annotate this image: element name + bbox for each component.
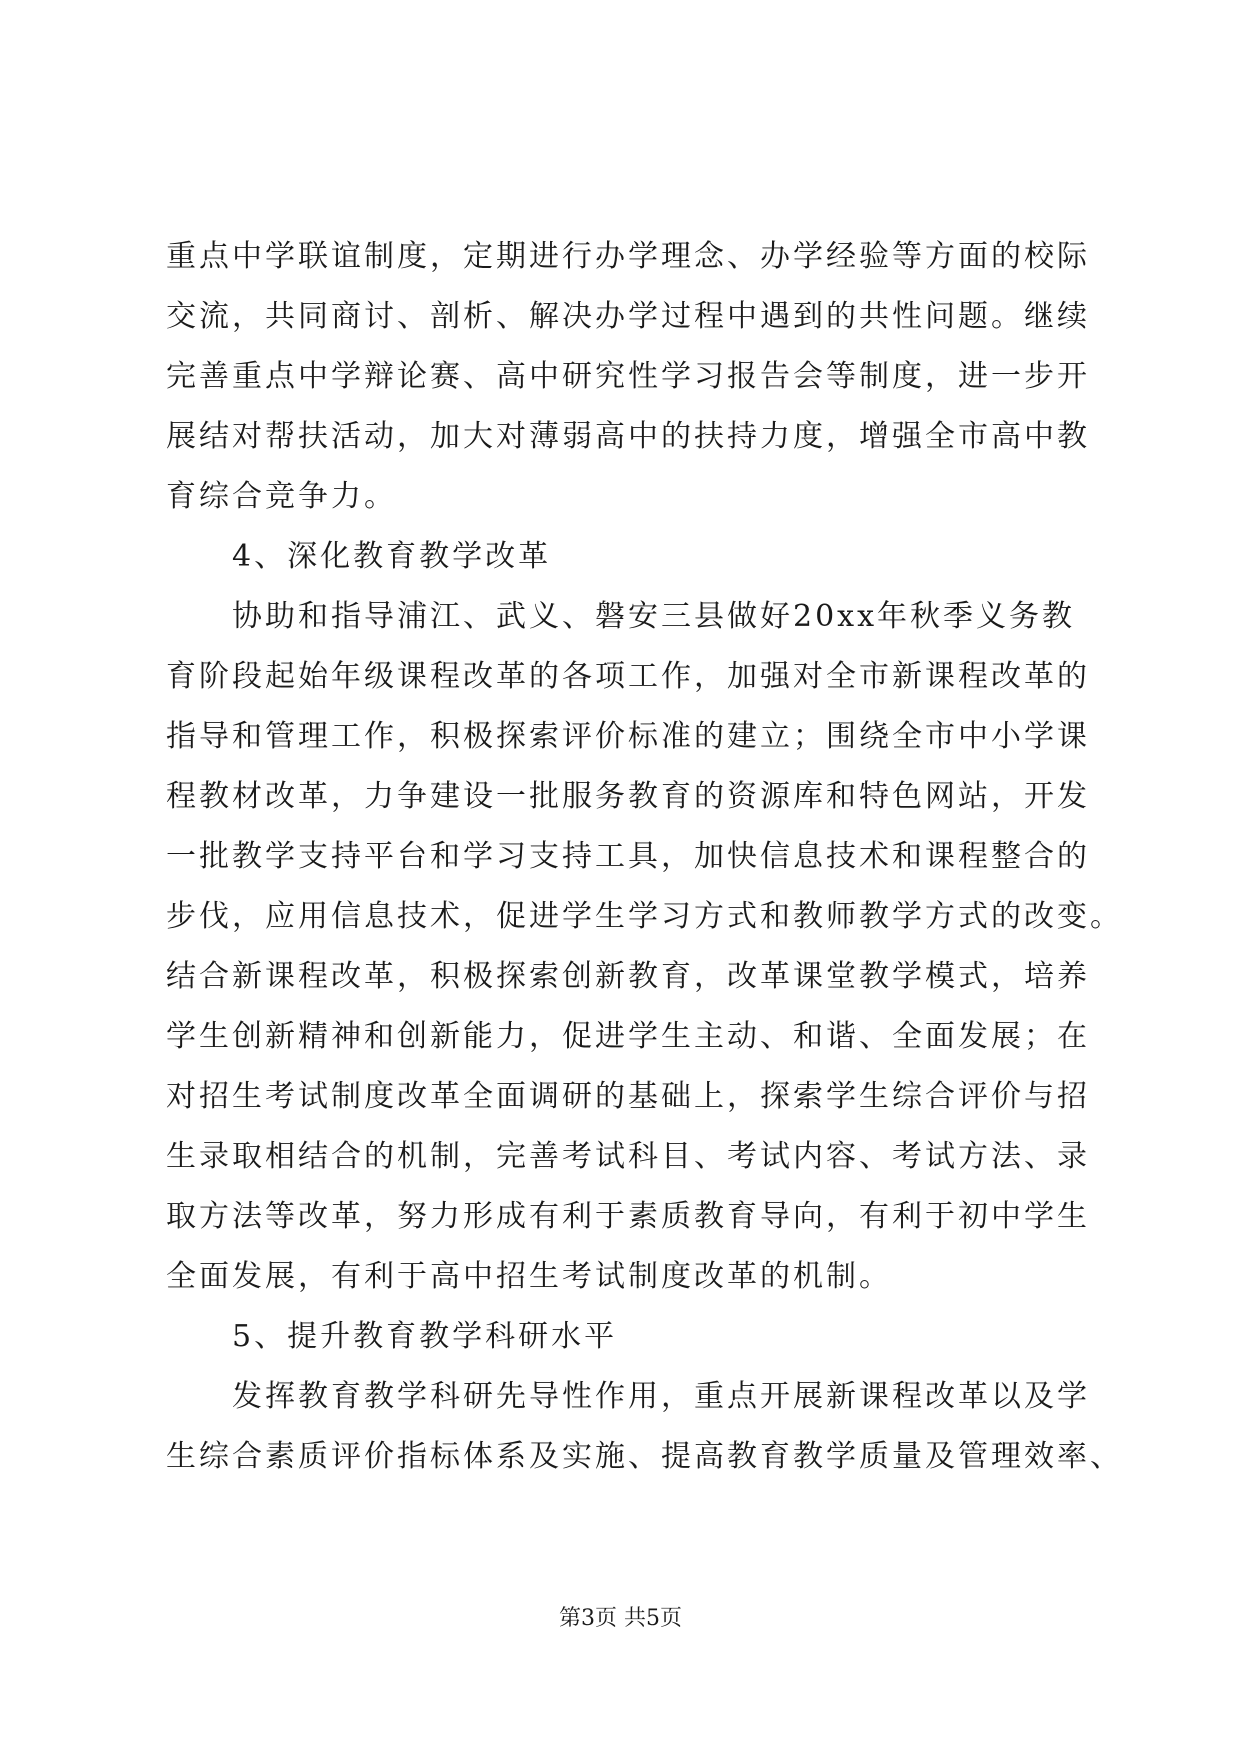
text-line: 生录取相结合的机制，完善考试科目、考试内容、考试方法、录 bbox=[166, 1139, 1090, 1174]
text-line: 发挥教育教学科研先导性作用，重点开展新课程改革以及学 bbox=[166, 1379, 1090, 1414]
section-heading-5: 5、提升教育教学科研水平 bbox=[166, 1319, 618, 1354]
text-line: 展结对帮扶活动，加大对薄弱高中的扶持力度，增强全市高中教 bbox=[166, 419, 1090, 454]
text-line: 育阶段起始年级课程改革的各项工作，加强对全市新课程改革的 bbox=[166, 659, 1090, 694]
text-line: 重点中学联谊制度，定期进行办学理念、办学经验等方面的校际 bbox=[166, 239, 1090, 274]
text-line: 取方法等改革，努力形成有利于素质教育导向，有利于初中学生 bbox=[166, 1199, 1090, 1234]
page-indicator: 第3页 共5页 bbox=[559, 1606, 682, 1631]
text-line: 对招生考试制度改革全面调研的基础上，探索学生综合评价与招 bbox=[166, 1079, 1090, 1114]
text-line: 步伐，应用信息技术，促进学生学习方式和教师教学方式的改变。 bbox=[166, 899, 1123, 934]
text-line: 完善重点中学辩论赛、高中研究性学习报告会等制度，进一步开 bbox=[166, 359, 1090, 394]
text-line: 指导和管理工作，积极探索评价标准的建立；围绕全市中小学课 bbox=[166, 719, 1090, 754]
body-text bbox=[166, 227, 1123, 1487]
text-line: 育综合竞争力。 bbox=[166, 479, 397, 514]
text-line: 一批教学支持平台和学习支持工具，加快信息技术和课程整合的 bbox=[166, 839, 1090, 874]
text-line: 生综合素质评价指标体系及实施、提高教育教学质量及管理效率、 bbox=[166, 1439, 1123, 1474]
text-line: 全面发展，有利于高中招生考试制度改革的机制。 bbox=[166, 1259, 892, 1294]
text-line: 程教材改革，力争建设一批服务教育的资源库和特色网站，开发 bbox=[166, 779, 1090, 814]
text-line: 协助和指导浦江、武义、磐安三县做好20xx年秋季义务教 bbox=[166, 599, 1076, 634]
section-heading-4: 4、深化教育教学改革 bbox=[166, 539, 552, 574]
text-line: 交流，共同商讨、剖析、解决办学过程中遇到的共性问题。继续 bbox=[166, 299, 1090, 334]
page-footer bbox=[0, 1604, 1241, 1634]
text-line: 学生创新精神和创新能力，促进学生主动、和谐、全面发展；在 bbox=[166, 1019, 1090, 1054]
text-line: 结合新课程改革，积极探索创新教育，改革课堂教学模式，培养 bbox=[166, 959, 1090, 994]
